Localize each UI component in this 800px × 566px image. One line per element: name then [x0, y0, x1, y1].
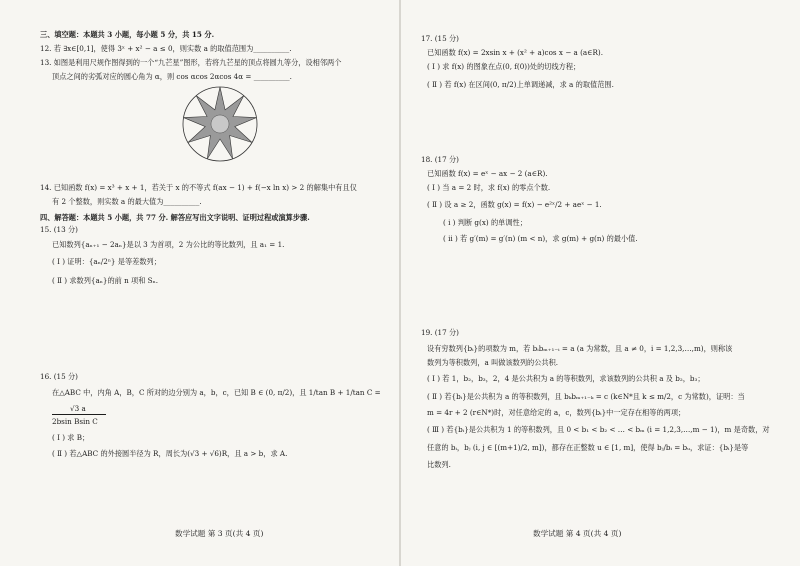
- question-17-part2: ( Ⅱ ) 若 f(x) 在区间(0, π/2)上单调递减，求 a 的取值范围.: [427, 80, 614, 89]
- question-12: 12. 若 ∃x∈[0,1]，使得 3ˣ + x² − a ≤ 0，则实数 a 的取值范围为__________.: [40, 44, 292, 53]
- nine-pointed-star-icon: [180, 84, 260, 164]
- question-16-fraction-numerator: √3 a: [70, 404, 86, 413]
- page-footer: 数学试题 第 4 页(共 4 页): [533, 529, 622, 538]
- question-18-title: 18. (17 分): [421, 155, 459, 164]
- question-19-part3-line1: ( Ⅲ ) 若{bᵢ}是公共积为 1 的等积数列，且 0 < b₁ < b₂ < … < bₘ (i = 1,2,3,…,m − 1)，m 是奇数，对: [427, 425, 770, 434]
- right-page: [401, 0, 800, 566]
- question-15-part2: ( Ⅱ ) 求数列{aₙ}的前 n 项和 Sₙ.: [52, 276, 159, 285]
- question-15-title: 15. (13 分): [40, 225, 78, 234]
- question-17-part1: ( Ⅰ ) 求 f(x) 的图象在点(0, f(0))处的切线方程；: [427, 62, 581, 71]
- question-15-part1: ( Ⅰ ) 证明：{aₙ/2ⁿ} 是等差数列；: [52, 257, 161, 266]
- question-18-stem: 已知函数 f(x) = eˣ − ax − 2 (a∈R).: [427, 169, 548, 178]
- question-18-sub1: ( ⅰ ) 判断 g(x) 的单调性；: [443, 218, 527, 227]
- question-16-title: 16. (15 分): [40, 372, 78, 381]
- question-17-title: 17. (15 分): [421, 34, 459, 43]
- question-19-part3-line2: 任意的 bᵢ，bⱼ (i, j ∈ [(m+1)/2, m])，都存在正整数 u ∈ [1, m]，使得 bⱼ/bᵢ = bᵤ，求证：{bᵢ}是等: [427, 443, 749, 452]
- question-16-stem: 在△ABC 中，内角 A，B，C 所对的边分别为 a，b，c，已知 B ∈ (0, π/2)，且 1/tan B + 1/tan C =: [52, 388, 381, 397]
- section4-heading: 四、解答题：本题共 5 小题，共 77 分. 解答应写出文字说明、证明过程或演算步骤.: [40, 213, 310, 222]
- question-19-part3-line3: 比数列.: [427, 460, 451, 469]
- question-18-part1: ( Ⅰ ) 当 a = 2 时，求 f(x) 的零点个数.: [427, 183, 551, 192]
- question-15-stem: 已知数列{aₙ₊₁ − 2aₙ}是以 3 为首项，2 为公比的等比数列，且 a₁ = 1.: [52, 240, 285, 249]
- section3-heading: 三、填空题：本题共 3 小题，每小题 5 分，共 15 分.: [40, 30, 215, 39]
- fraction-bar: [52, 414, 106, 415]
- question-18-part2: ( Ⅱ ) 设 a ≥ 2，函数 g(x) = f(x) − e²ˣ/2 + aeˣ − 1.: [427, 200, 602, 209]
- page-footer: 数学试题 第 3 页(共 4 页): [175, 529, 264, 538]
- question-16-part2: ( Ⅱ ) 若△ABC 的外接圆半径为 R，周长为(√3 + √6)R，且 a > b，求 A.: [52, 449, 288, 458]
- question-19-line1: 设有穷数列{bᵢ}的项数为 m，若 bᵢbₘ₊₁₋ᵢ = a (a 为常数，且 a ≠ 0，i = 1,2,3,…,m)，则称该: [427, 344, 733, 353]
- question-16-part1: ( Ⅰ ) 求 B；: [52, 433, 90, 442]
- question-14-line1: 14. 已知函数 f(x) = x³ + x + 1，若关于 x 的不等式 f(ax − 1) + f(−x ln x) > 2 的解集中有且仅: [40, 183, 357, 192]
- question-19-part1: ( Ⅰ ) 若 1，b₂，b₃，2，4 是公共积为 a 的等积数列，求该数列的公共积 a 及 b₂，b₃；: [427, 374, 705, 383]
- question-18-sub2: ( ⅱ ) 若 g′(m) = g′(n) (m < n)，求 g(m) + g(n) 的最小值.: [443, 234, 638, 243]
- question-17-stem: 已知函数 f(x) = 2xsin x + (x² + a)cos x − a (a∈R).: [427, 48, 603, 57]
- question-13-line2: 顶点之间的劣弧对应的圆心角为 α，则 cos αcos 2αcos 4α = __________.: [52, 72, 292, 81]
- question-16-fraction-denominator: 2bsin Bsin C: [52, 417, 98, 426]
- question-19-part2-line2: m = 4r + 2 (r∈N*)时，对任意给定的 a，c，数列{bᵢ}中一定存在相等的两项；: [427, 408, 686, 417]
- question-19-line2: 数列为等积数列，a 叫做该数列的公共积.: [427, 358, 559, 367]
- question-13-line1: 13. 如图是利用尺规作图得到的一个“九芒星”图形，若将九芒星的顶点将圆九等分，设相邻两个: [40, 58, 342, 67]
- question-19-part2-line1: ( Ⅱ ) 若{bᵢ}是公共积为 a 的等积数列，且 bₖbₘ₊₁₋ₖ = c (k∈N*且 k ≤ m/2，c 为常数)，证明：当: [427, 392, 745, 401]
- question-14-line2: 有 2 个整数，则实数 a 的最大值为__________.: [52, 197, 202, 206]
- question-19-title: 19. (17 分): [421, 328, 459, 337]
- left-page: [0, 0, 399, 566]
